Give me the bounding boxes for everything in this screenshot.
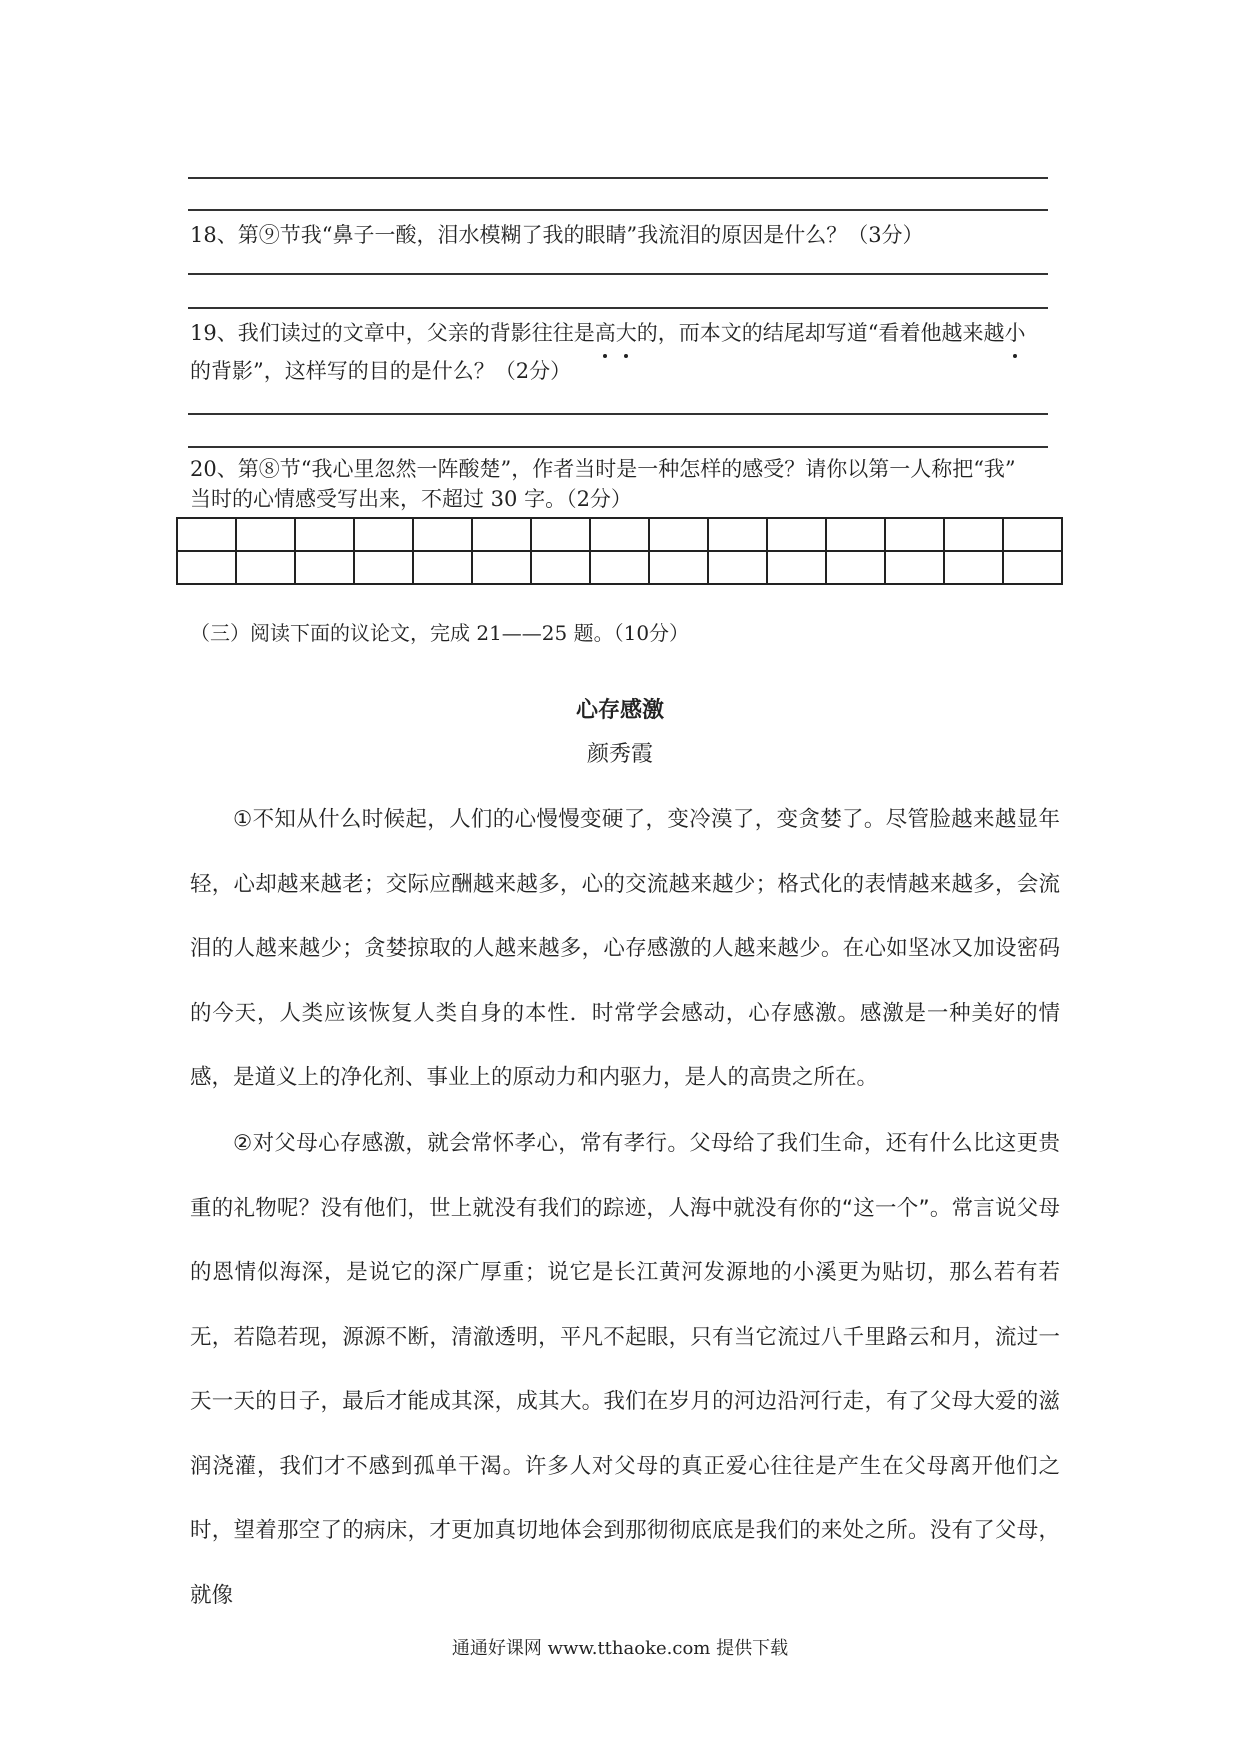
answer-line: [188, 177, 1048, 179]
answer-cell[interactable]: [767, 551, 826, 584]
answer-line: [188, 413, 1048, 415]
answer-cell[interactable]: [944, 518, 1003, 551]
answer-cell[interactable]: [295, 551, 354, 584]
answer-cell[interactable]: [413, 551, 472, 584]
section-heading: （三）阅读下面的议论文，完成 21——25 题。（10分）: [190, 621, 690, 645]
answer-cell[interactable]: [354, 518, 413, 551]
answer-cell[interactable]: [531, 518, 590, 551]
answer-cell[interactable]: [295, 518, 354, 551]
emphasis-char: 大: [616, 314, 637, 352]
answer-cell[interactable]: [826, 551, 885, 584]
answer-cell[interactable]: [826, 518, 885, 551]
answer-cell[interactable]: [944, 551, 1003, 584]
question-19: [190, 314, 1060, 352]
answer-cell[interactable]: [1003, 551, 1062, 584]
answer-cell[interactable]: [236, 518, 295, 551]
question-19-line2: 的背影”，这样写的目的是什么？（2分）: [190, 359, 572, 383]
question-19-text: 19、我们读过的文章中，父亲的背影往往是: [190, 321, 595, 345]
answer-cell[interactable]: [885, 551, 944, 584]
answer-cell[interactable]: [413, 518, 472, 551]
emphasis-char: 高: [595, 314, 616, 352]
answer-cell[interactable]: [649, 518, 708, 551]
answer-cell[interactable]: [590, 551, 649, 584]
answer-cell[interactable]: [649, 551, 708, 584]
answer-cell[interactable]: [708, 551, 767, 584]
question-19-text: 的，而本文的结尾却写道“看着他越来越: [636, 321, 1005, 345]
answer-line: [188, 446, 1048, 448]
question-20: 20、第⑧节“我心里忽然一阵酸楚”，作者当时是一种怎样的感受？请你以第一人称把“我”: [190, 457, 1016, 481]
answer-cell[interactable]: [177, 518, 236, 551]
page-footer: 通通好课网 www.tthaoke.com 提供下载: [451, 1638, 789, 1659]
answer-cell[interactable]: [708, 518, 767, 551]
emphasis-char: 小: [1004, 314, 1025, 352]
answer-grid-row: [177, 518, 1062, 551]
answer-line: [188, 307, 1048, 309]
answer-cell[interactable]: [767, 518, 826, 551]
answer-grid-row: [177, 551, 1062, 584]
answer-cell[interactable]: [354, 551, 413, 584]
answer-grid: [176, 517, 1063, 585]
question-18: 18、第⑨节我“鼻子一酸，泪水模糊了我的眼睛”我流泪的原因是什么？（3分）: [190, 223, 924, 247]
answer-line: [188, 209, 1048, 211]
answer-cell[interactable]: [531, 551, 590, 584]
answer-line: [188, 273, 1048, 275]
answer-cell[interactable]: [590, 518, 649, 551]
question-20-line2: 当时的心情感受写出来，不超过 30 字。（2分）: [190, 487, 632, 511]
article-paragraph-2: ②对父母心存感激，就会常怀孝心，常有孝行。父母给了我们生命，还有什么比这更贵重的礼物呢？没有他们，世上就没有我们的踪迹，人海中就没有你的“这一个”。常言说父母的恩情似海深，是说它的深广厚重；说它是长江黄河发源地的小溪更为贴切，那么若有若无，若隐若现，源源不断，清澈透明，平凡不起眼，只有当它流过八千里路云和月，流过一天一天的日子，最后才能成其深，成其大。我们在岁月的河边沿河行走，有了父母大爱的滋润浇灌，我们才不感到孤单干渴。许多人对父母的真正爱心往往是产生在父母离开他们之时，望着那空了的病床，才更加真切地体会到那彻彻底底是我们的来处之所。没有了父母，就像: [190, 1131, 1060, 1608]
article-title: 心存感激: [575, 698, 664, 723]
answer-cell[interactable]: [1003, 518, 1062, 551]
answer-cell[interactable]: [177, 551, 236, 584]
article-author: 颜秀霞: [586, 742, 653, 767]
answer-cell[interactable]: [472, 551, 531, 584]
article-paragraph-1: ①不知从什么时候起，人们的心慢慢变硬了，变冷漠了，变贪婪了。尽管脸越来越显年轻，心却越来越老；交际应酬越来越多，心的交流越来越少；格式化的表情越来越多，会流泪的人越来越少；贪婪掠取的人越来越多，心存感激的人越来越少。在心如坚冰又加设密码的今天，人类应该恢复人类自身的本性．时常学会感动，心存感激。感激是一种美好的情感，是道义上的净化剂、事业上的原动力和内驱力，是人的高贵之所在。: [190, 807, 1060, 1090]
answer-cell[interactable]: [472, 518, 531, 551]
answer-cell[interactable]: [885, 518, 944, 551]
answer-cell[interactable]: [236, 551, 295, 584]
